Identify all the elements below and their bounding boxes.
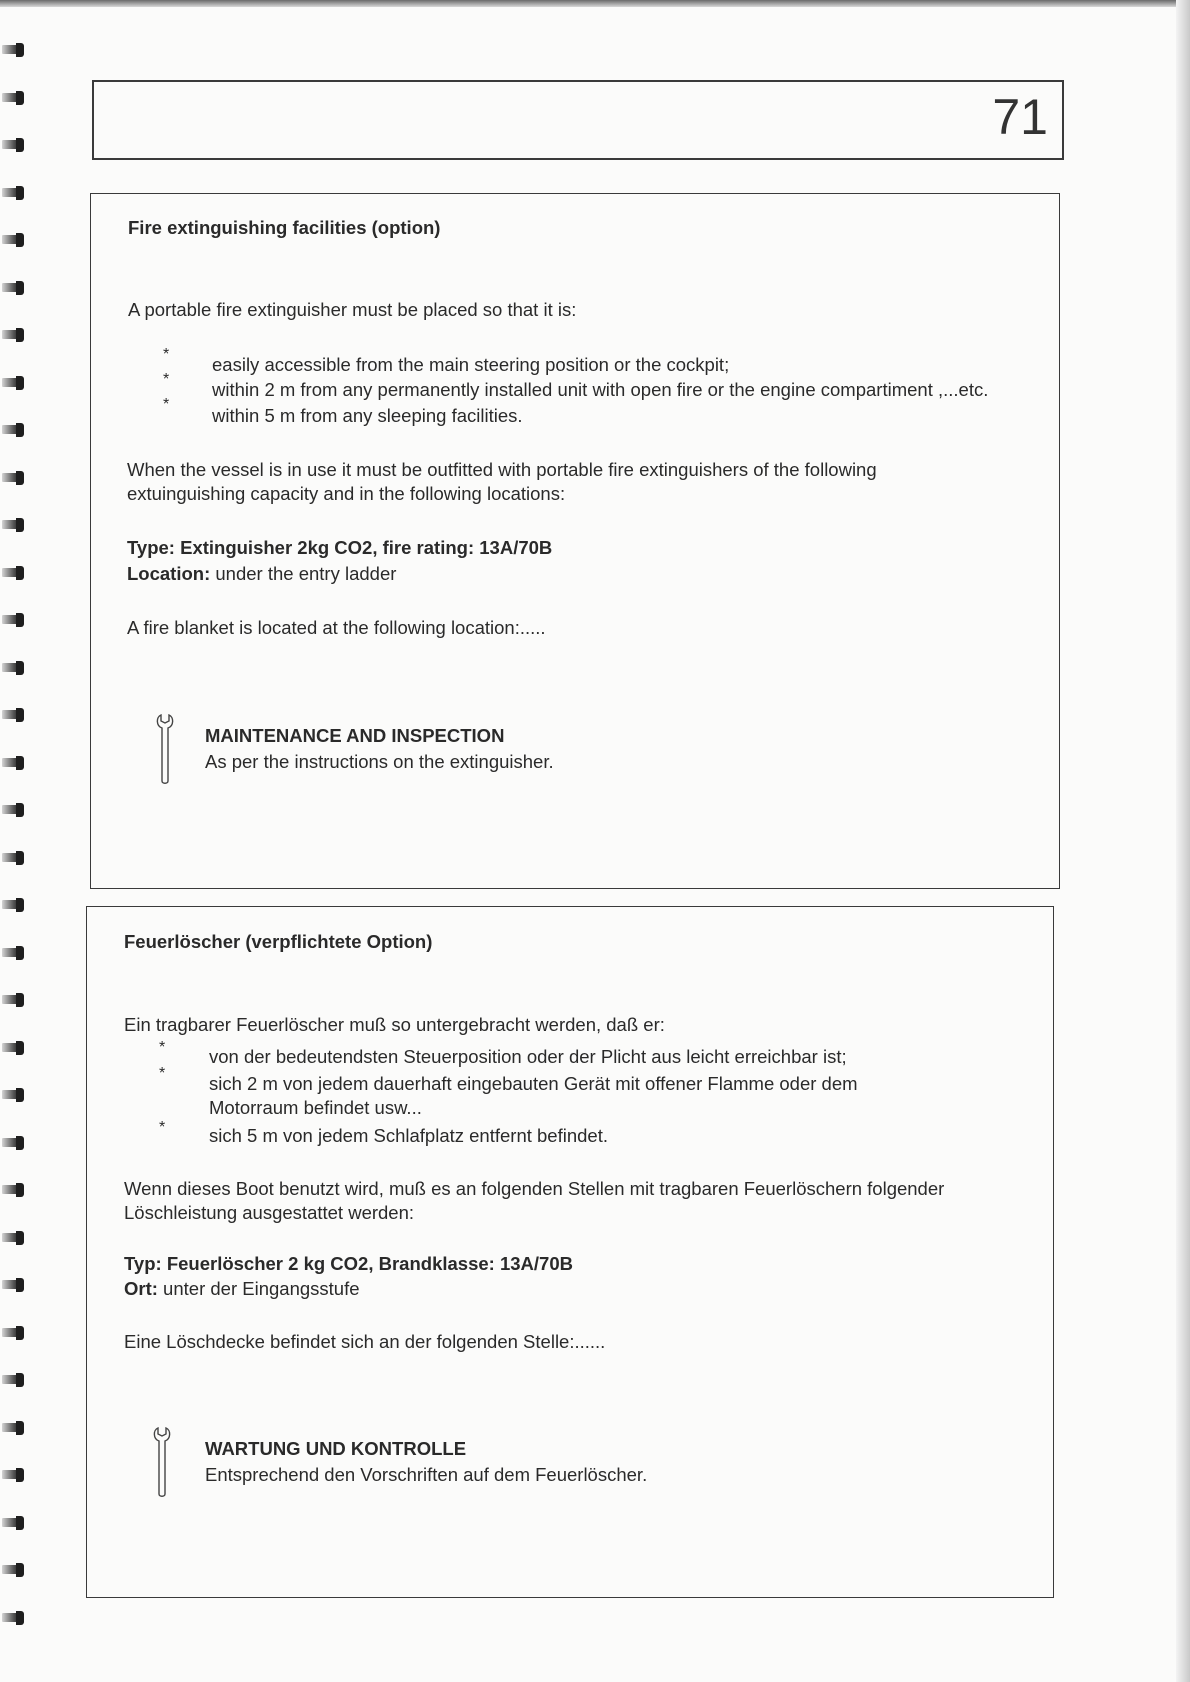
location-value: under the entry ladder — [210, 563, 397, 584]
binding-ring — [2, 851, 26, 865]
binding-ring — [2, 1183, 26, 1197]
wrench-icon — [155, 713, 177, 785]
binding-ring — [2, 993, 26, 1007]
bullet-item: von der bedeutendsten Steuerposition oder der Plicht aus leicht erreichbar ist; — [209, 1046, 847, 1067]
intro-text: Ein tragbarer Feuerlöscher muß so untergebracht werden, daß er: — [124, 1014, 665, 1035]
page-number-box — [92, 80, 1064, 160]
binding-ring — [2, 613, 26, 627]
capacity-text: Wenn dieses Boot benutzt wird, muß es an folgenden Stellen mit tragbaren Feuerlöschern folgender — [124, 1178, 945, 1199]
binding-ring — [2, 1088, 26, 1102]
scan-top-shadow — [0, 0, 1190, 7]
bullet-item: easily accessible from the main steering position or the cockpit; — [212, 354, 730, 375]
location-line — [127, 562, 396, 586]
binding-ring — [2, 186, 26, 200]
fire-blanket-text: Eine Löschdecke befindet sich an der folgenden Stelle:...... — [124, 1331, 606, 1352]
binding-ring — [2, 1231, 26, 1245]
type-line: Typ: Feuerlöscher 2 kg CO2, Brandklasse: 13A/70B — [124, 1253, 573, 1274]
location-value: unter der Eingangsstufe — [157, 1278, 360, 1299]
bullet-item: within 5 m from any sleeping facilities. — [212, 405, 523, 426]
binding-ring — [2, 328, 26, 342]
capacity-text: Löschleistung ausgestattet werden: — [124, 1202, 415, 1223]
binding-ring — [2, 1421, 26, 1435]
bullet-item-continuation: Motorraum befindet usw... — [209, 1097, 422, 1118]
binding-ring — [2, 91, 26, 105]
bullet-marker: * — [163, 371, 170, 388]
binding-ring — [2, 518, 26, 532]
binding-ring — [2, 661, 26, 675]
binding-ring — [2, 1516, 26, 1530]
maintenance-title: MAINTENANCE AND INSPECTION — [205, 725, 505, 746]
capacity-text: When the vessel is in use it must be outfitted with portable fire extinguishers of the following — [127, 459, 877, 480]
binding-ring — [2, 1468, 26, 1482]
binding-ring — [2, 138, 26, 152]
binding-ring — [2, 1278, 26, 1292]
section-german — [86, 906, 1054, 1598]
maintenance-title: WARTUNG UND KONTROLLE — [205, 1438, 467, 1459]
binding-ring — [2, 566, 26, 580]
binding-ring — [2, 946, 26, 960]
bullet-marker: * — [163, 396, 170, 413]
location-line — [124, 1277, 360, 1301]
location-label: Ort: — [124, 1278, 158, 1299]
bullet-marker: * — [159, 1119, 166, 1136]
scan-right-edge — [1176, 0, 1190, 1682]
capacity-text: extuinguishing capacity and in the following locations: — [127, 483, 566, 504]
location-label: Location: — [127, 563, 211, 584]
maintenance-text: As per the instructions on the extinguisher. — [205, 751, 554, 772]
binding-ring — [2, 471, 26, 485]
bullet-item: sich 5 m von jedem Schlafplatz entfernt befindet. — [209, 1125, 608, 1146]
maintenance-text: Entsprechend den Vorschriften auf dem Feuerlöscher. — [205, 1464, 648, 1485]
binding-ring — [2, 423, 26, 437]
binding-ring — [2, 1563, 26, 1577]
binding-ring — [2, 1136, 26, 1150]
binding-ring — [2, 376, 26, 390]
binding-ring — [2, 43, 26, 57]
section-heading: Fire extinguishing facilities (option) — [128, 217, 441, 238]
binding-ring — [2, 898, 26, 912]
binding-ring — [2, 1611, 26, 1625]
binding-ring — [2, 756, 26, 770]
bullet-marker: * — [159, 1039, 166, 1056]
binding-ring — [2, 281, 26, 295]
intro-text: A portable fire extinguisher must be placed so that it is: — [128, 299, 577, 320]
section-heading: Feuerlöscher (verpflichtete Option) — [124, 931, 433, 952]
binding-ring — [2, 233, 26, 247]
binding-ring — [2, 803, 26, 817]
binding-ring — [2, 1373, 26, 1387]
bullet-item: sich 2 m von jedem dauerhaft eingebauten Gerät mit offener Flamme oder dem — [209, 1073, 858, 1094]
bullet-marker: * — [163, 346, 170, 363]
binding-ring — [2, 1041, 26, 1055]
type-line: Type: Extinguisher 2kg CO2, fire rating: 13A/70B — [127, 537, 553, 558]
wrench-icon — [152, 1426, 174, 1498]
spiral-binding-icon — [0, 40, 30, 1660]
bullet-marker: * — [159, 1065, 166, 1082]
page-number: 71 — [992, 89, 1048, 145]
binding-ring — [2, 1326, 26, 1340]
bullet-item: within 2 m from any permanently installed unit with open fire or the engine compartiment ,...etc. — [212, 379, 989, 400]
fire-blanket-text: A fire blanket is located at the following location:..... — [127, 617, 546, 638]
binding-ring — [2, 708, 26, 722]
section-english — [90, 193, 1060, 889]
